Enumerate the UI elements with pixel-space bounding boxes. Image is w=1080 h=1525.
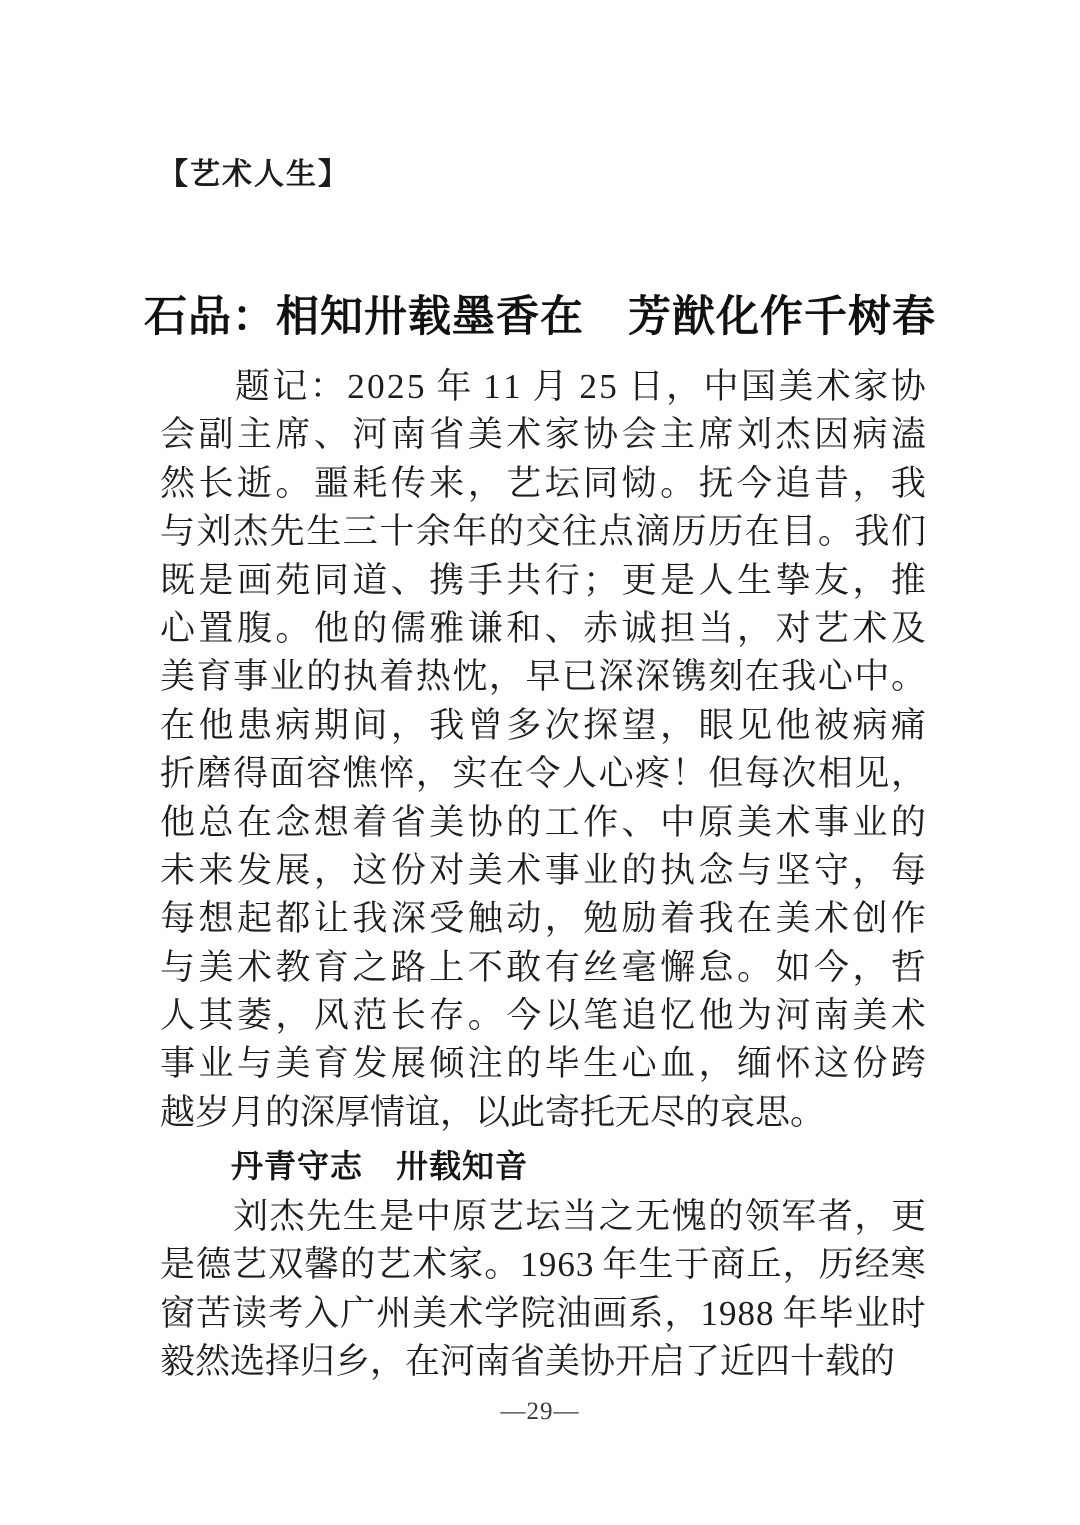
text-line: 人 其 萎 ， 风 范 长 存 。 今 以 笔 追 忆 他 为 河 南 美 术 xyxy=(160,996,926,1036)
text-line: 心 置 腹 。 他 的 儒 雅 谦 和 、 赤 诚 担 当 ， 对 艺 术 及 xyxy=(160,608,926,648)
text-line: 会 副 主 席 、 河 南 省 美 术 家 协 会 主 席 刘 杰 因 病 溘 xyxy=(160,415,926,455)
text-line: 窗 苦 读 考 入 广 州 美 术 学 院 油 画 系 ， 1 9 8 8 年 毕 业 时 xyxy=(160,1293,926,1333)
text-line: 题 记 ： 2 0 2 5 年 1 1 月 2 5 日 ， 中 国 美 术 家 协 xyxy=(234,367,926,406)
section-rubric: 【艺术人生】 xyxy=(158,158,350,191)
page-title: 石品：相知卅载墨香在 芳猷化作千树春 xyxy=(144,293,936,341)
text-line: 是 德 艺 双 馨 的 艺 术 家 。 1 9 6 3 年 生 于 商 丘 ， 历 经 寒 xyxy=(160,1245,926,1285)
section-heading-one: 丹青守志 卅载知音 xyxy=(231,1148,529,1184)
page-number: —29— xyxy=(500,1398,580,1425)
text-line: 然 长 逝 。 噩 耗 传 来 ， 艺 坛 同 恸 。 抚 今 追 昔 ， 我 xyxy=(160,463,926,503)
text-line: 他 总 在 念 想 着 省 美 协 的 工 作 、 中 原 美 术 事 业 的 xyxy=(160,802,926,842)
text-line: 事 业 与 美 育 发 展 倾 注 的 毕 生 心 血 ， 缅 怀 这 份 跨 xyxy=(160,1044,926,1084)
section-one-paragraph xyxy=(160,1193,926,1387)
text-line: 越岁月的深厚情谊，以此寄托无尽的哀思。 xyxy=(160,1092,826,1132)
text-line: 刘 杰 先 生 是 中 原 艺 坛 当 之 无 愧 的 领 军 者 ， 更 xyxy=(233,1197,926,1236)
text-line: 与 美 术 教 育 之 路 上 不 敢 有 丝 毫 懈 怠 。 如 今 ， 哲 xyxy=(160,947,926,987)
text-line: 美 育 事 业 的 执 着 热 忱 ， 早 已 深 深 镌 刻 在 我 心 中 。 xyxy=(160,657,926,697)
text-line: 既 是 画 苑 同 道 、 携 手 共 行 ； 更 是 人 生 挚 友 ， 推 xyxy=(160,560,926,600)
text-line: 毅然选择归乡，在河南省美协开启了近四十载的 xyxy=(160,1342,896,1382)
text-line: 每 想 起 都 让 我 深 受 触 动 ， 勉 励 着 我 在 美 术 创 作 xyxy=(160,899,926,939)
text-line: 与 刘 杰 先 生 三 十 余 年 的 交 往 点 滴 历 历 在 目 。 我 们 xyxy=(160,512,926,552)
text-line: 折 磨 得 面 容 憔 悴 ， 实 在 令 人 心 疼 ！ 但 每 次 相 见 ， xyxy=(160,754,926,794)
text-line: 在 他 患 病 期 间 ， 我 曾 多 次 探 望 ， 眼 见 他 被 病 痛 xyxy=(160,705,926,745)
text-line: 未 来 发 展 ， 这 份 对 美 术 事 业 的 执 念 与 坚 守 ， 每 xyxy=(160,850,926,890)
preface-paragraph xyxy=(160,363,926,1137)
